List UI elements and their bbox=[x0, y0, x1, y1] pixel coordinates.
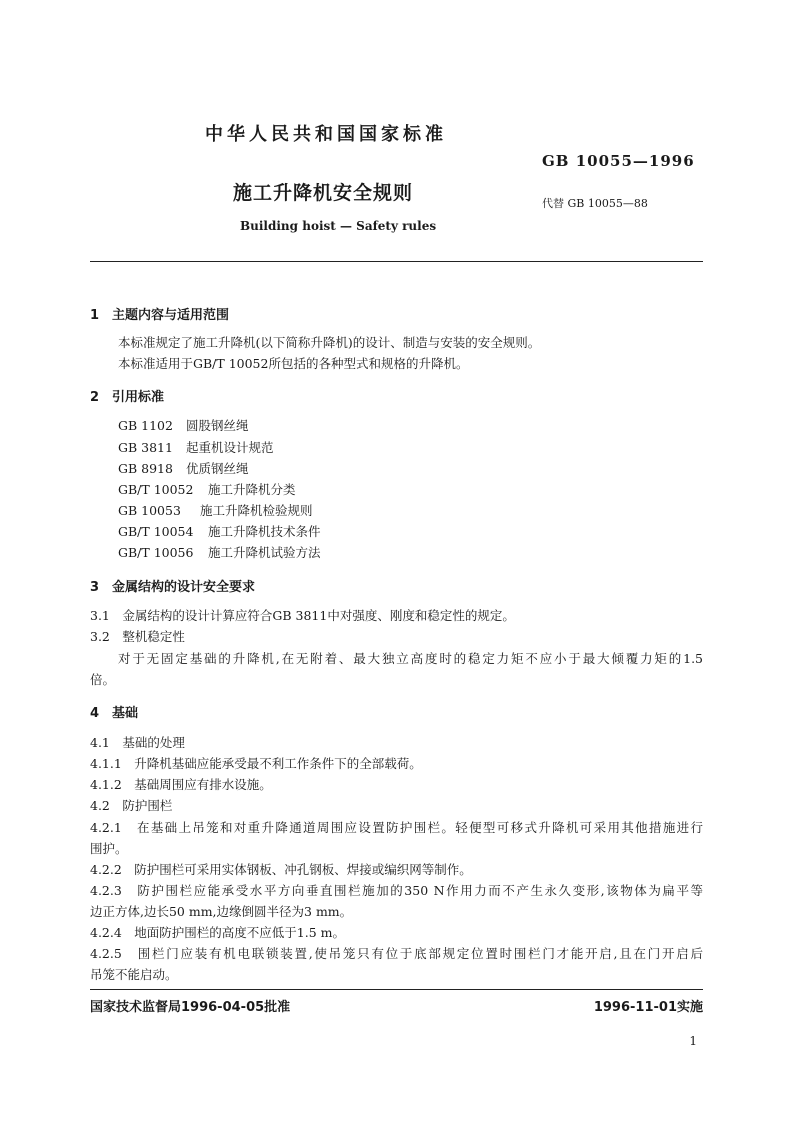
reference-code: GB 10053 bbox=[118, 503, 181, 518]
clause-4-2-1-line-1: 4.2.1 在基础上吊笼和对重升降通道周围应设置防护围栏。轻便型可移式升降机可采用其他措施进行 bbox=[90, 820, 703, 835]
clause-3-2-heading: 3.2 整机稳定性 bbox=[90, 629, 185, 644]
reference-item bbox=[118, 438, 274, 456]
reference-name: 圆股钢丝绳 bbox=[186, 418, 249, 433]
reference-item bbox=[118, 459, 249, 477]
clause-4-2-2: 4.2.2 防护围栏可采用实体钢板、冲孔钢板、焊接或编织网等制作。 bbox=[90, 862, 472, 877]
reference-code: GB 3811 bbox=[118, 440, 173, 455]
reference-item bbox=[118, 480, 296, 498]
clause-4-2-1-line-2: 围护。 bbox=[90, 841, 128, 856]
standard-type-heading: 中华人民共和国国家标准 bbox=[205, 124, 447, 145]
clause-3-1: 3.1 金属结构的设计计算应符合GB 3811中对强度、刚度和稳定性的规定。 bbox=[90, 608, 515, 623]
clause-4-2-4: 4.2.4 地面防护围栏的高度不应低于1.5 m。 bbox=[90, 925, 346, 940]
english-title: Building hoist — Safety rules bbox=[240, 219, 437, 233]
reference-code: GB/T 10052 bbox=[118, 482, 194, 497]
replaces-note: 代替 GB 10055—88 bbox=[542, 197, 648, 210]
page-number: 1 bbox=[689, 1034, 697, 1048]
clause-4-1-2: 4.1.2 基础周围应有排水设施。 bbox=[90, 777, 272, 792]
clause-4-2: 4.2 防护围栏 bbox=[90, 798, 173, 813]
reference-item bbox=[118, 501, 313, 519]
section-3-title: 3 金属结构的设计安全要求 bbox=[90, 580, 256, 595]
clause-3-2-text-line-2: 倍。 bbox=[90, 672, 116, 687]
reference-item bbox=[118, 522, 321, 540]
clause-4-2-3-line-1: 4.2.3 防护围栏应能承受水平方向垂直围栏施加的350 N作用力而不产生永久变形,该物体为扁平等 bbox=[90, 883, 703, 898]
reference-code: GB/T 10054 bbox=[118, 524, 194, 539]
header-divider bbox=[90, 261, 703, 262]
footer-divider bbox=[90, 989, 703, 990]
section-1-title: 1 主题内容与适用范围 bbox=[90, 308, 230, 323]
clause-4-2-5-line-2: 吊笼不能启动。 bbox=[90, 967, 178, 982]
reference-code: GB/T 10056 bbox=[118, 545, 194, 560]
standard-code: GB 10055—1996 bbox=[542, 152, 695, 170]
section-1-paragraph-2: 本标准适用于GB/T 10052所包括的各种型式和规格的升降机。 bbox=[118, 356, 469, 371]
section-2-title: 2 引用标准 bbox=[90, 390, 165, 405]
effective-date-line: 1996-11-01实施 bbox=[593, 1000, 703, 1015]
reference-name: 优质钢丝绳 bbox=[186, 461, 249, 476]
reference-name: 施工升降机分类 bbox=[208, 482, 296, 497]
reference-item bbox=[118, 416, 249, 434]
reference-name: 施工升降机检验规则 bbox=[200, 503, 313, 518]
clause-4-2-5-line-1: 4.2.5 围栏门应装有机电联锁装置,使吊笼只有位于底部规定位置时围栏门才能开启,且在门开启后 bbox=[90, 946, 703, 961]
clause-4-2-3-line-2: 边正方体,边长50 mm,边缘倒圆半径为3 mm。 bbox=[90, 904, 353, 919]
clause-4-1-1: 4.1.1 升降机基础应能承受最不利工作条件下的全部载荷。 bbox=[90, 756, 422, 771]
reference-item bbox=[118, 543, 321, 561]
clause-3-2-text-line-1: 对于无固定基础的升降机,在无附着、最大独立高度时的稳定力矩不应小于最大倾覆力矩的1.5 bbox=[118, 651, 703, 666]
approval-line: 国家技术监督局1996-04-05批准 bbox=[90, 1000, 291, 1015]
reference-name: 起重机设计规范 bbox=[186, 440, 274, 455]
reference-code: GB 1102 bbox=[118, 418, 173, 433]
section-4-title: 4 基础 bbox=[90, 706, 139, 721]
document-title: 施工升降机安全规则 bbox=[233, 182, 414, 204]
section-1-paragraph-1: 本标准规定了施工升降机(以下简称升降机)的设计、制造与安装的安全规则。 bbox=[118, 335, 541, 350]
reference-name: 施工升降机技术条件 bbox=[208, 524, 321, 539]
reference-name: 施工升降机试验方法 bbox=[208, 545, 321, 560]
clause-4-1: 4.1 基础的处理 bbox=[90, 735, 185, 750]
reference-code: GB 8918 bbox=[118, 461, 173, 476]
